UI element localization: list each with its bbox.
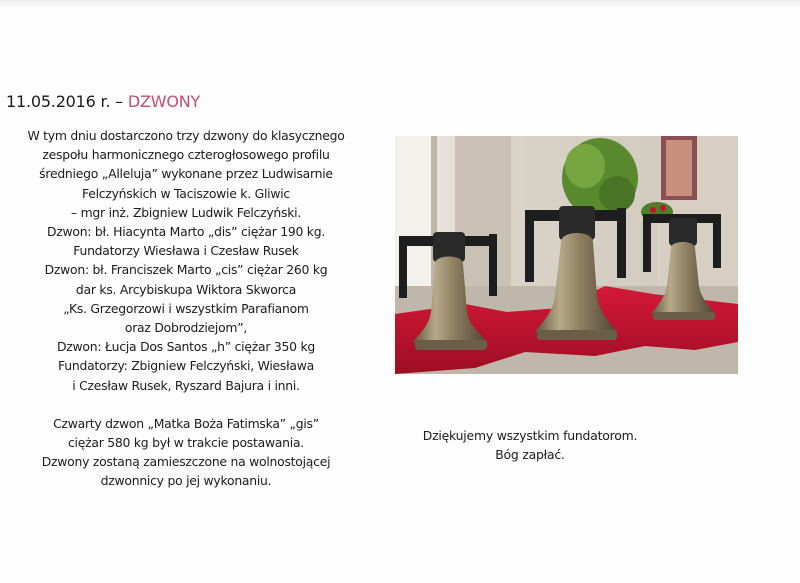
title-date: 11.05.2016 r. – — [6, 92, 128, 111]
bell-stand — [643, 216, 651, 272]
text-line: i Czesław Rusek, Ryszard Bajura i inni. — [72, 377, 300, 393]
scan-edge — [0, 0, 800, 8]
paragraph-gap — [8, 395, 364, 414]
bell-stand — [399, 240, 407, 298]
text-line: Dzwon: bł. Franciszek Marto „cis” ciężar 260 kg — [44, 262, 328, 278]
photo-flower — [660, 205, 666, 211]
text-line: Dzwony zostaną zamieszczone na wolnostojącej — [41, 454, 331, 470]
photo-plant-highlight — [565, 144, 605, 188]
text-line: ciężar 580 kg był w trakcie postawania. — [68, 435, 304, 451]
text-line: Dzwon: bł. Hiacynta Marto „dis” ciężar 190 kg. — [46, 224, 326, 240]
text-line: dzwonnicy po jej wykonaniu. — [100, 473, 272, 489]
title-accent: DZWONY — [127, 92, 201, 111]
text-line: Czwarty dzwon „Matka Boża Fatimska” „gis” — [53, 415, 319, 431]
page-title — [6, 92, 200, 111]
bells-photo — [395, 136, 738, 374]
bell-stand — [713, 216, 721, 268]
bell-stand — [525, 214, 534, 282]
announcement-text — [8, 126, 364, 491]
bell-lip — [537, 330, 617, 340]
thanks-line: Bóg zapłać. — [495, 447, 565, 463]
text-line: W tym dniu dostarczono trzy dzwony do klasycznego — [27, 128, 345, 143]
text-line: Fundatorzy: Zbigniew Felczyński, Wiesława — [58, 358, 314, 374]
photo-painting-figure — [666, 140, 692, 196]
text-line: Felczyńskich w Taciszowie k. Gliwic — [82, 185, 290, 201]
thanks-line: Dziękujemy wszystkim fundatorom. — [422, 428, 638, 443]
text-line: zespołu harmonicznego czterogłosowego profilu — [42, 147, 330, 163]
text-line: – mgr inż. Zbigniew Ludwik Felczyński. — [70, 204, 302, 220]
bell-lip — [653, 312, 715, 320]
text-line: średniego „Alleluja” wykonane przez Ludwisarnie — [39, 166, 333, 182]
photo-flower — [650, 207, 656, 213]
text-line: dar ks. Arcybiskupa Wiktora Skworca — [75, 281, 297, 297]
text-line: Fundatorzy Wiesława i Czesław Rusek — [73, 243, 299, 259]
photo-pillar — [455, 136, 511, 286]
thanks-note — [400, 426, 660, 464]
text-line: „Ks. Grzegorzowi i wszystkim Parafianom — [63, 300, 309, 316]
bells-photo-illustration — [395, 136, 738, 374]
text-line: Dzwon: Łucja Dos Santos „h” ciężar 350 kg — [56, 339, 315, 355]
photo-plant-shadow — [599, 176, 635, 212]
bell-lip — [415, 340, 487, 350]
bell-yoke — [669, 218, 697, 246]
text-line: oraz Dobrodziejom”, — [124, 320, 248, 336]
